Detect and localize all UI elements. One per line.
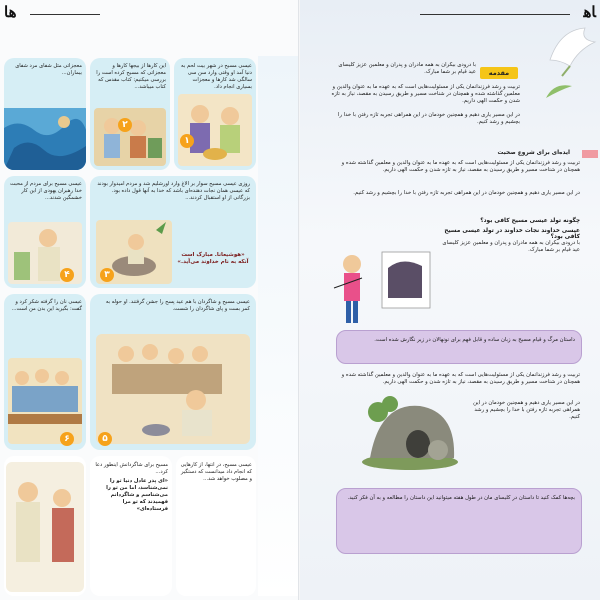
intro-greeting: با درودی بیکران به همه مادران و پدران و معلمین عزیز کلیسای عید قیام بر شما مبارک. [338,62,476,76]
story-panel-2b [4,58,86,170]
intro-paragraph-2: در این مسیر یاری دهیم و همچنین خودمان در این همراهی تجربه تازه رفتن با خدا را بچشیم و رشد کنیم. [337,112,520,126]
illustration-foot-washing [96,334,250,444]
story-panel-3 [90,176,256,288]
illustration-last-supper [8,358,82,444]
accent-bar [582,150,598,158]
panel-number-badge: ٣ [100,268,114,282]
prayer-caption: «ای پدر عادل دنیا تو را نمی‌شناسد، اما من تو را می‌شناسم و شاگردانم فهمیدند که تو مرا فرستاده‌ای» [106,478,168,512]
girl-and-board-illustration [332,248,432,330]
logo: ﻫﺎ [4,3,17,21]
story-panel-8-art [4,456,86,596]
info-box [336,330,582,364]
panel-text: عیسی مسیح و شاگردان با هم عید پسح را جشن گرفتند. او حوله به کمر بست و پای شاگردان را شست. [105,299,250,312]
leaf-illustration [544,80,574,100]
panel-text: عیسی مسیح در شهر بیت لحم به دنیا آمد او وقتی وارد سن سی سالگی شد کارها و معجزات بسیاری انجام داد. [181,63,252,90]
illustration-wedding [178,94,252,166]
story-panel-5 [90,294,256,450]
story-panel-2 [90,58,170,170]
panel-number-badge: ۴ [60,268,74,282]
logo: ﺎﻫ [583,3,596,21]
body-paragraph-4: تربیت و رشد فرزندانمان یکی از مسئولیت‌هایی است که به عهده ما به عنوان والدین و معلمین گذاشته شده و همچنان در شناخت مسیر و طریق رسیدن به مقصد، نیاز به تازه شدن و حکمت الهی داریم. [341,372,580,386]
intro-badge: مقدمه [480,67,518,79]
info-box-text: داستان مرگ و قیام مسیح به زبان ساده و قابل فهم برای نونهالان در زیر نگارش شده است. [374,337,575,343]
tomb-illustration [360,392,460,470]
illustration-crowd [94,108,166,166]
panel-text: روزی عیسی مسیح سوار بر الاغ وارد اورشلیم شد و مردم امیدوار بودند که عیسی همان نجات دهنده‌ای باشد که خدا به آنها قول داده بود. بزرگانی از او استقبال کردند... [97,181,250,201]
story-panel-6 [4,294,86,450]
header-rule [30,14,100,15]
info-box-2 [336,488,582,554]
info-box-text: بچه‌ها کمک کنید تا داستان در کلیسای مان در طول هفته میتوانید این داستان را مطالعه و به آن فکر کنید. [347,495,575,501]
panel-number-badge: ۵ [98,432,112,446]
panel-text: معجزاتی مثل شفای مرد شفای بیماران... [15,63,82,76]
dove-illustration [540,20,600,80]
header-rule [420,14,570,15]
body-paragraph-2: در این مسیر یاری دهیم و همچنین خودمان در این همراهی تجربه تازه رفتن با خدا را بچشیم و رشد کنیم. [353,190,580,196]
illustration-sea [4,108,86,170]
panel-text: عیسی نان را گرفته شکر کرد و گفت: بگیرید این بدن من است... [11,299,82,312]
body-paragraph-3: با درودی بیکران به همه مادران و پدران و معلمین عزیز کلیسای عید قیام بر شما مبارک. [442,240,580,254]
subheading-2: عیسی خداوند نجات خداوند در تولد عیسی مسیح کافی بود؟ [444,228,580,240]
margin-strip [258,56,298,596]
section-heading: ایده‌ای برای شروع صحبت [497,150,570,156]
panel-text: این کارها از بیجها کارها و معجزاتی که مسیح کرده است را بررسی میکنیم: کتاب مقدس که کتاب میباشد... [96,63,166,90]
story-panel-8 [90,456,172,596]
story-panel-4 [4,176,86,288]
body-paragraph-5: در این مسیر یاری دهیم و همچنین خودمان در این همراهی تجربه تازه رفتن با خدا را بچشیم و رشد کنیم. [473,400,580,421]
panel-number-badge: ٢ [118,118,132,132]
panel-number-badge: ١ [180,134,194,148]
panel-text: عیسی مسیح، در انتها، از کارهایی که انجام داد میدانست که دستگیر و مصلوب خواهد شد... [180,462,252,482]
story-panel-7 [176,456,256,596]
illustration-prayer [6,462,84,592]
story-panel-1 [174,58,256,170]
hosanna-caption: «هوشیعانا. مبارک است آنکه به نام خداوند می‌آید.» [177,252,249,265]
panel-text: مسیح برای شاگردانش اینطور دعا کرد... [95,462,168,475]
panel-text: عیسی مسیح برای مردم از محبت خدا رهبران یهودی از این کار خشمگین شدند... [10,181,82,201]
body-paragraph: تربیت و رشد فرزندانمان یکی از مسئولیت‌هایی است که به عهده ما به عنوان والدین و معلمین گذاشته شده و همچنان در شناخت مسیر و طریق رسیدن به مقصد، نیاز به تازه شدن و حکمت الهی داریم. [341,160,580,174]
subheading: چگونه تولد عیسی مسیح کافی بود؟ [480,218,580,224]
panel-number-badge: ۶ [60,432,74,446]
intro-paragraph: تربیت و رشد فرزندانمان یکی از مسئولیت‌هایی است که به عهده ما به عنوان والدین و معلمین گذاشته شده و همچنان در شناخت مسیر و طریق رسیدن به مقصد، نیاز به تازه شدن و حکمت الهی داریم. [331,84,520,105]
